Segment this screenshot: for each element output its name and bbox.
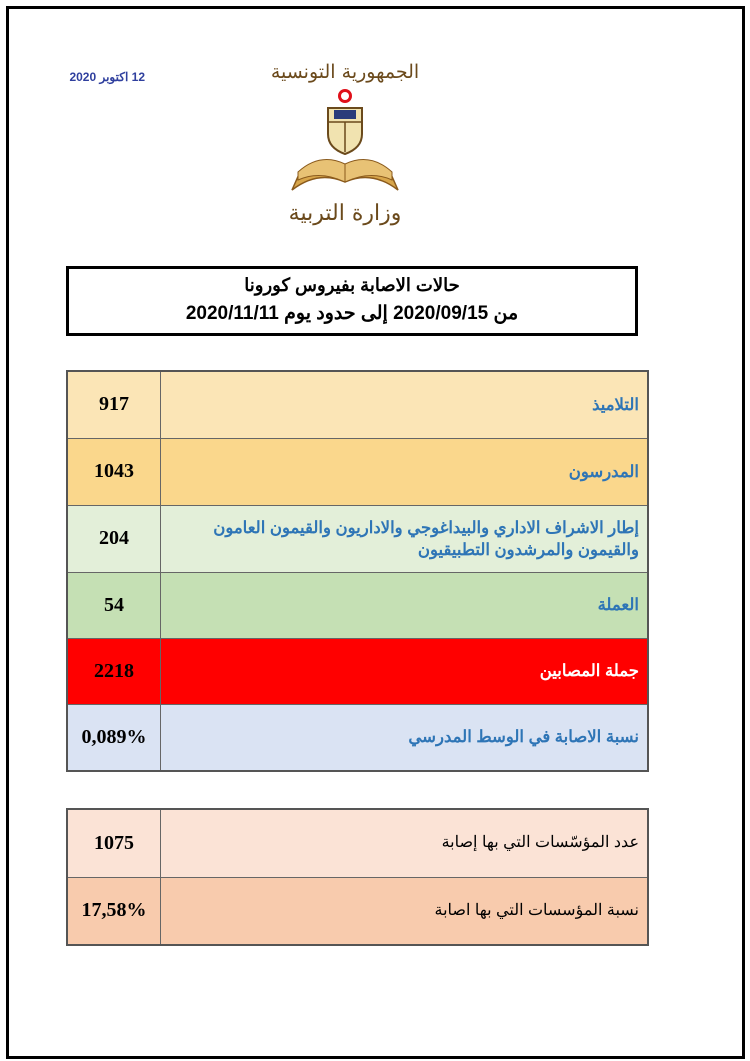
ministry-name-text: وزارة التربية — [288, 201, 402, 226]
label-cell: المدرسون — [161, 438, 649, 505]
date-label: 12 اكتوبر 2020 — [69, 70, 145, 84]
value-cell: 54 — [67, 572, 161, 638]
label-cell: نسبة المؤسسات التي بها اصابة — [161, 877, 649, 945]
table-row — [67, 371, 648, 438]
label-cell: نسبة الاصابة في الوسط المدرسي — [161, 704, 649, 771]
title-line-2: من 2020/09/15 إلى حدود يوم 2020/11/11 — [185, 303, 519, 324]
ministry-logo — [270, 52, 420, 234]
label-cell: جملة المصابين — [161, 638, 649, 704]
table-row — [67, 438, 648, 505]
label-cell: عدد المؤسّسات التي بها إصابة — [161, 809, 649, 877]
table-row — [67, 505, 648, 572]
title-box — [66, 266, 638, 336]
republic-text: الجمهورية التونسية — [270, 61, 420, 83]
label-cell: التلاميذ — [161, 371, 649, 438]
table-row — [67, 638, 648, 704]
value-cell: 204 — [67, 505, 161, 572]
label-cell: إطار الاشراف الاداري والبيداغوجي والاداريون والقيمون العامون والقيمون والمرشدون التطبيقيون — [161, 505, 649, 572]
value-cell: 917 — [67, 371, 161, 438]
institutions-table — [66, 808, 649, 946]
value-cell: 1043 — [67, 438, 161, 505]
infection-stats-table — [66, 370, 649, 772]
value-cell: 0,089% — [67, 704, 161, 771]
value-cell: 2218 — [67, 638, 161, 704]
table-row — [67, 877, 648, 945]
table-row — [67, 572, 648, 638]
value-cell: 1075 — [67, 809, 161, 877]
table-row — [67, 704, 648, 771]
table-row — [67, 809, 648, 877]
title-line-1: حالات الاصابة بفيروس كورونا — [244, 275, 460, 295]
value-cell: 17,58% — [67, 877, 161, 945]
label-cell: العملة — [161, 572, 649, 638]
